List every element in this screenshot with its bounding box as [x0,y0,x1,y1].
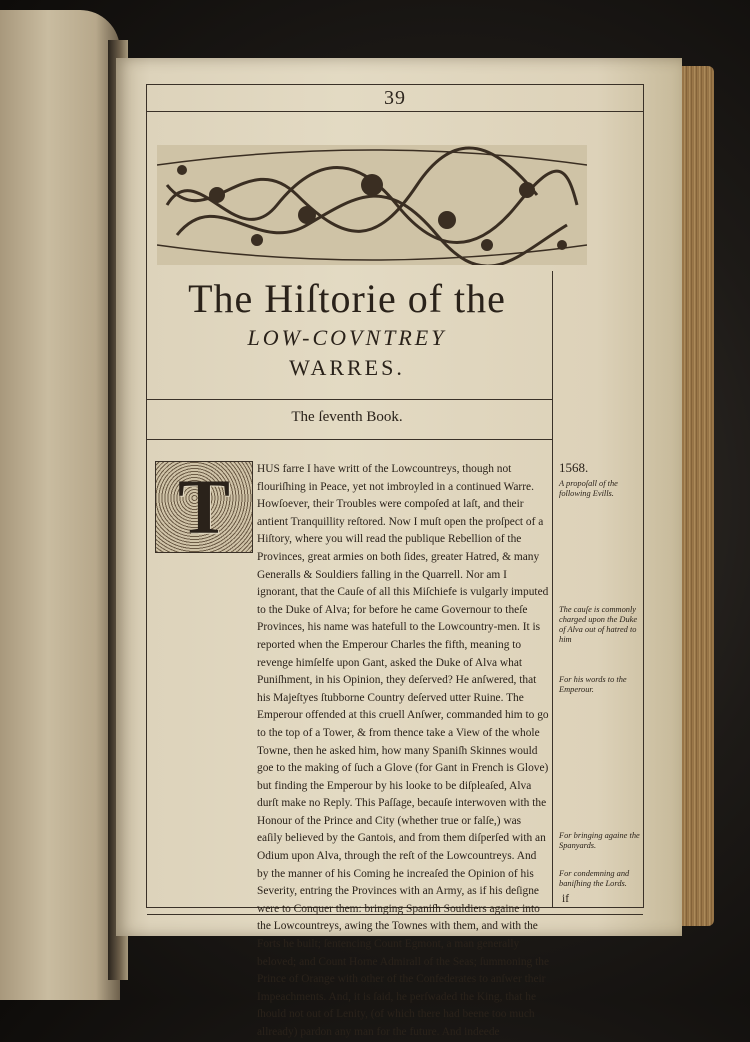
page-number: 39 [384,87,406,109]
margin-note: For condemning and baniſhing the Lords. [559,869,630,888]
left-facing-page [0,10,120,1000]
margin-note: The cauſe is commonly charged upon the Duke of Alva out of hatred to him [559,605,638,644]
page-subtitle: LOW-COVNTREY [247,325,447,350]
margin-note: For his words to the Emperour. [559,675,627,694]
page-subtitle-2: WARRES. [289,355,405,380]
text-frame [146,84,644,1038]
page-title: The Hiſtorie of the [188,276,506,321]
header-rule [147,111,643,112]
body-paragraph: HUS farre I have writt of the Lowcountreys, though not flouriſhing in Peace, yet not imbroyled in a continued Warre. Howſoever, their Troubles were compoſed at laſt, and their antient Tranquillity reſtored. Now I muſt open the proſpect of a Hiſtory, where you will read the publique Rebellion of the Provinces, great armies on both ſides, greater Hatred, & many Generalls & Souldiers falling in the Quarrell. Nor am I ignorant, that the Cauſe of all this Miſchiefe is vulgarly imputed to the Duke of Alva; for before he came Governour to theſe Provinces, his name was hatefull to the Lowcountry-men. It is reported when the Emperour Charles the fifth, meaning to revenge himſelfe upon Gant, asked the Duke of Alva what Puniſhment, in his Opinion, they deſerved? He anſwered, that his Majeſtyes ſtubborne Country deſerved utter Ruine. The Emperour offended at this cruell Anſwer, commanded him to go to the top of a Tower, & from thence take a View of the whole Towne, then he asked him, how many Spaniſh Skinnes would goe to the making of ſuch a Glove (for Gant in French is Glove) but finding the Emperour by his looke to be diſpleaſed, Alva durſt make no Reply. This Paſſage, becauſe interwoven with the Honour of the Prince and City (whether true or falſe,) was eaſily believed by the Gantois, and from them diſperſed with an Odium upon Alva, through the reſt of the Lowcountreys. And by the manner of his Coming he increaſed the Opinion of his Severity, entring the Provinces with an Army, as if his deſigne were to Conquer them: bringing Spaniſh Souldiers againe into the Lowcountreys, awing the Townes with them, and with the Forts he built; ſentencing Count Egmont, a man generally beloved; and Count Horne Admirall of the Seas; ſummoning the Prince of Orange with other of the Confederates to anſwer their Impeachments. And, it is ſaid, he perſwaded the King, that he ſhould not out of Lenity, (of which there had beene too much allready) pardon any man for the future. And indeede [257,463,549,1038]
book-page [116,58,682,1038]
title-rule-top [147,399,553,400]
catchword: if [562,893,569,905]
margin-column-rule [552,271,553,907]
ornament-headpiece-icon [157,145,587,265]
drop-cap [155,461,253,553]
margin-note: For bringing againe the Spanyards. [559,831,640,850]
margin-note: A propoſall of the following Evills. [559,479,618,498]
drop-cap-letter: T [177,463,231,550]
footer-rule [147,914,643,915]
margin-year: 1568. [559,460,589,475]
title-rule-bottom [147,439,553,440]
book-title: The ſeventh Book. [291,409,403,425]
